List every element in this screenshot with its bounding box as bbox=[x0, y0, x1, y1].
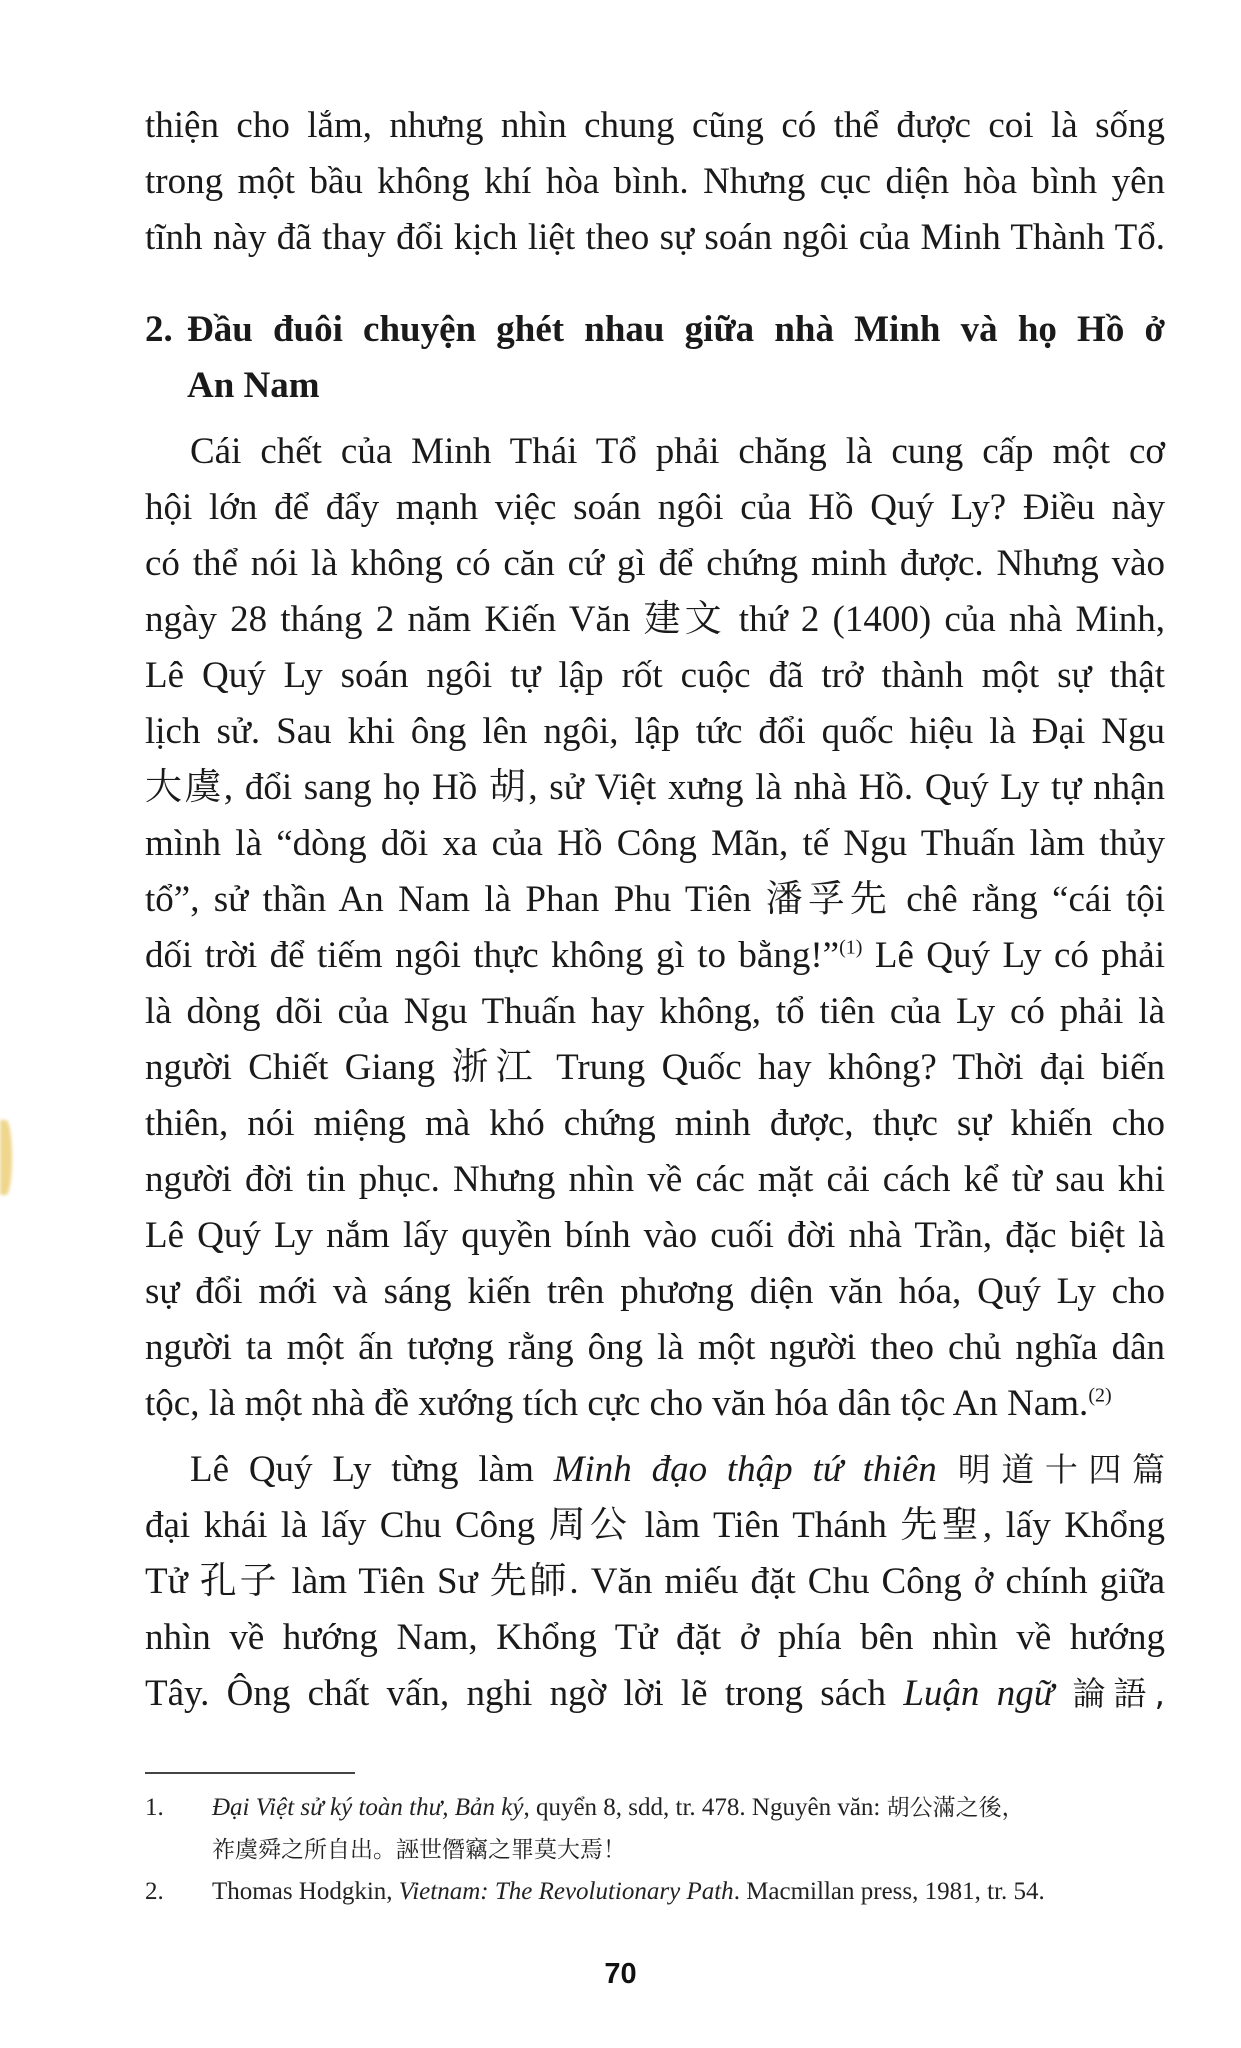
body-line bbox=[190, 1448, 1165, 1492]
body-line bbox=[145, 934, 1165, 978]
body-line: thiện cho lắm, nhưng nhìn chung cũng có thể được coi là sống bbox=[145, 105, 1165, 146]
footnote-source-italic: Vietnam: The Revolutionary Path bbox=[398, 1878, 734, 1905]
body-line: nhìn về hướng Nam, Khổng Tử đặt ở phía bên nhìn về hướng bbox=[145, 1617, 1165, 1658]
cjk-text: 胡公滿之後， bbox=[886, 1795, 1025, 1821]
footnote-ref-1[interactable]: (1) bbox=[839, 936, 863, 959]
cjk-text: 祚虞舜之所自出。誣世僭竊之罪莫大焉！ bbox=[212, 1837, 626, 1863]
book-title-italic: Luận ngữ bbox=[903, 1673, 1054, 1714]
body-line: hội lớn để đẩy mạnh việc soán ngôi của Hồ Quý Ly? Điều này bbox=[145, 487, 1165, 528]
body-line: lịch sử. Sau khi ông lên ngôi, lập tức đổi quốc hiệu là Đại Ngu bbox=[145, 711, 1165, 752]
body-line: người ta một ấn tượng rằng ông là một người theo chủ nghĩa dân bbox=[145, 1327, 1165, 1368]
section-title-line1: Đầu đuôi chuyện ghét nhau giữa nhà Minh và họ Hồ ở bbox=[187, 309, 1165, 350]
body-line: 大虞, đổi sang họ Hồ 胡, sử Việt xưng là nhà Hồ. Quý Ly tự nhận bbox=[145, 767, 1165, 808]
page-edge-smudge bbox=[0, 1120, 12, 1195]
body-line: sự đổi mới và sáng kiến trên phương diện văn hóa, Quý Ly cho bbox=[145, 1271, 1165, 1312]
body-line: thiên, nói miệng mà khó chứng minh được, thực sự khiến cho bbox=[145, 1103, 1165, 1144]
body-text: Lê Quý Ly từng làm bbox=[190, 1449, 554, 1490]
body-text: dối trời để tiếm ngôi thực không gì to bằng!” bbox=[145, 935, 840, 976]
body-line bbox=[145, 1382, 1165, 1426]
footnote-number: 1. bbox=[145, 1794, 164, 1821]
body-line: Lê Quý Ly nắm lấy quyền bính vào cuối đời nhà Trần, đặc biệt là bbox=[145, 1215, 1165, 1256]
book-title-italic: Minh đạo thập tứ thiên bbox=[553, 1449, 937, 1490]
footnote-text: . Macmillan press, 1981, tr. 54. bbox=[733, 1878, 1045, 1905]
body-line: tĩnh này đã thay đổi kịch liệt theo sự soán ngôi của Minh Thành Tổ. bbox=[145, 217, 1165, 258]
section-title-line2: An Nam bbox=[187, 365, 320, 406]
body-line: Lê Quý Ly soán ngôi tự lập rốt cuộc đã trở thành một sự thật bbox=[145, 655, 1165, 696]
body-line bbox=[145, 1672, 1165, 1716]
footnote-text: Thomas Hodgkin, bbox=[212, 1878, 399, 1905]
body-line: người đời tin phục. Nhưng nhìn về các mặt cải cách kể từ sau khi bbox=[145, 1159, 1165, 1200]
body-text: Tây. Ông chất vấn, nghi ngờ lời lẽ trong sách bbox=[145, 1673, 904, 1714]
body-line: mình là “dòng dõi xa của Hồ Công Mãn, tế Ngu Thuấn làm thủy bbox=[145, 823, 1165, 864]
body-line: Tử 孔子 làm Tiên Sư 先師. Văn miếu đặt Chu Công ở chính giữa bbox=[145, 1561, 1165, 1602]
footnote-number: 2. bbox=[145, 1878, 164, 1905]
footnote-source-italic: Đại Việt sử ký toàn thư, Bản ký bbox=[212, 1794, 524, 1821]
page-number: 70 bbox=[604, 1958, 637, 1990]
body-line: người Chiết Giang 浙江 Trung Quốc hay không? Thời đại biến bbox=[145, 1047, 1165, 1088]
body-line: tổ”, sử thần An Nam là Phan Phu Tiên 潘孚先 chê rằng “cái tội bbox=[145, 879, 1165, 920]
body-text: Lê Quý Ly có phải bbox=[862, 935, 1165, 976]
body-line: là dòng dõi của Ngu Thuấn hay không, tổ tiên của Ly có phải là bbox=[145, 991, 1165, 1032]
body-line: trong một bầu không khí hòa bình. Nhưng cục diện hòa bình yên bbox=[145, 161, 1165, 202]
footnote-divider bbox=[145, 1772, 355, 1774]
footnote-text: , quyển 8, sdd, tr. 478. Nguyên văn: bbox=[523, 1794, 887, 1821]
body-line: đại khái là lấy Chu Công 周公 làm Tiên Thánh 先聖, lấy Khổng bbox=[145, 1505, 1165, 1546]
section-number: 2. bbox=[145, 309, 173, 350]
body-line: ngày 28 tháng 2 năm Kiến Văn 建文 thứ 2 (1400) của nhà Minh, bbox=[145, 599, 1165, 640]
cjk-text: 明道十四篇 bbox=[936, 1450, 1165, 1489]
body-line: Cái chết của Minh Thái Tổ phải chăng là cung cấp một cơ bbox=[190, 431, 1165, 472]
body-line: có thể nói là không có căn cứ gì để chứng minh được. Nhưng vào bbox=[145, 543, 1165, 584]
footnote-ref-2[interactable]: (2) bbox=[1088, 1384, 1112, 1407]
body-text: tộc, là một nhà đề xướng tích cực cho văn hóa dân tộc An Nam. bbox=[145, 1383, 1089, 1424]
cjk-text: 論語, bbox=[1053, 1674, 1166, 1713]
